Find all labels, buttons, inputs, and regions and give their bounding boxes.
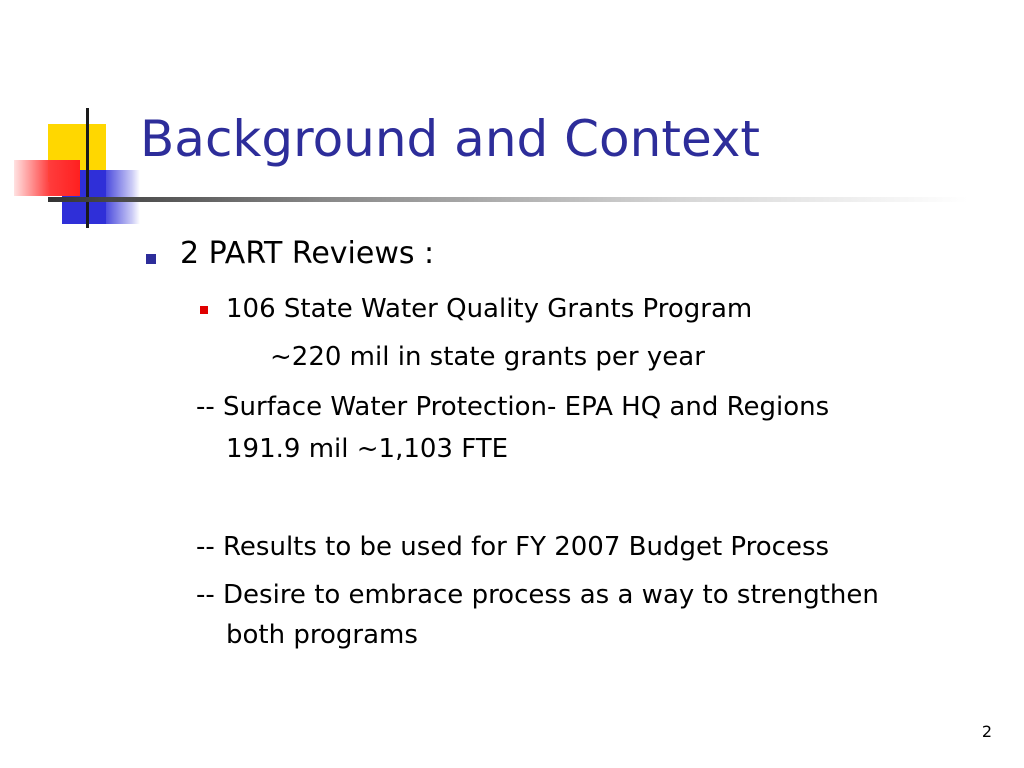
sub-bullet-square-icon (200, 306, 208, 314)
dash-item-embrace-process: -- Desire to embrace process as a way to strengthen (196, 580, 879, 610)
grants-detail: ~220 mil in state grants per year (270, 342, 705, 372)
red-square-decoration (14, 160, 80, 196)
dash-item-embrace-process-cont: both programs (226, 620, 418, 650)
bullet-square-icon (146, 254, 156, 264)
title-underline (48, 197, 968, 202)
corner-logo-decoration (0, 0, 150, 240)
page-number: 2 (981, 722, 992, 741)
sub-bullet-grants-program: 106 State Water Quality Grants Program (226, 294, 753, 324)
dash-item-surface-water: -- Surface Water Protection- EPA HQ and Regions (196, 392, 830, 422)
bullet-part-reviews: 2 PART Reviews : (180, 236, 435, 271)
dash-item-surface-water-cont: 191.9 mil ~1,103 FTE (226, 434, 509, 464)
dash-item-budget-process: -- Results to be used for FY 2007 Budget Process (196, 532, 830, 562)
slide-title: Background and Context (140, 110, 761, 168)
vertical-line-decoration (86, 108, 89, 228)
